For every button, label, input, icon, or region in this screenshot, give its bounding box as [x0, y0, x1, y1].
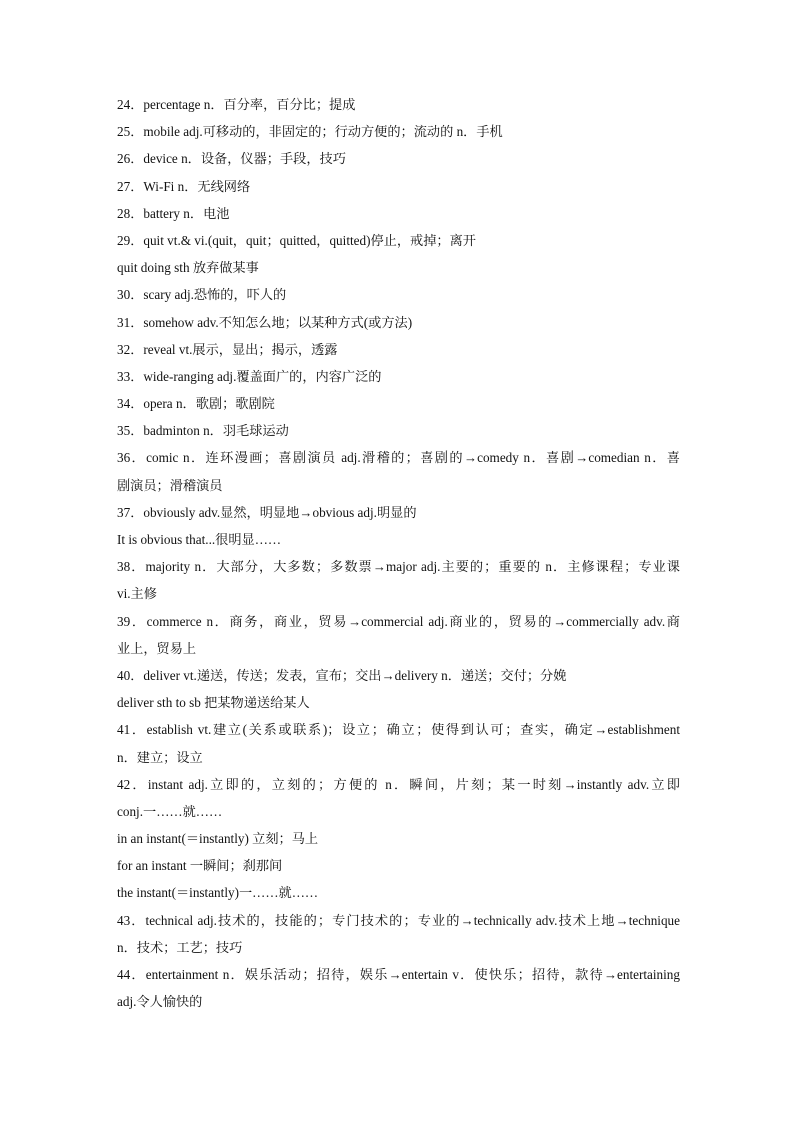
line-text: 24．percentage n．百分率，百分比；提成 [117, 97, 356, 112]
entry-40 [117, 666, 680, 693]
line-text: 39．commerce n．商务，商业，贸易→commercial adj.商业的，贸易的→commercially adv.商 [117, 613, 680, 629]
entry-35 [117, 421, 680, 448]
line-text: 40．deliver vt.递送，传送；发表，宣布；交出→delivery n．递送；交付；分娩 [117, 667, 567, 683]
entry-33 [117, 367, 680, 394]
line-text: in an instant(＝instantly) 立刻；马上 [117, 831, 319, 847]
entry-38-cont [117, 584, 680, 611]
entry-28 [117, 204, 680, 231]
entry-44 [117, 965, 680, 992]
line-text: 44．entertainment n．娱乐活动；招待，娱乐→entertain v．使快乐；招待，款待→entertaining [117, 967, 680, 982]
line-text: 42．instant adj.立即的，立刻的；方便的 n．瞬间，片刻；某一时刻→instantly adv.立即 [117, 776, 680, 792]
line-text: 33．wide-ranging adj.覆盖面广的，内容广泛的 [117, 368, 382, 384]
entry-41 [117, 720, 680, 747]
line-text: 31．somehow adv.不知怎么地；以某种方式(或方法) [117, 314, 413, 330]
entry-36-cont [117, 476, 680, 503]
entry-42-phrase-3 [117, 883, 680, 910]
line-text: 剧演员；滑稽演员 [117, 477, 223, 493]
line-text: 37．obviously adv.显然，明显地→obvious adj.明显的 [117, 504, 417, 520]
entry-43 [117, 911, 680, 938]
line-text: n．技术；工艺；技巧 [117, 939, 243, 955]
entry-37-phrase [117, 530, 680, 557]
entry-32 [117, 340, 680, 367]
line-text: quit doing sth 放弃做某事 [117, 260, 259, 276]
line-text: adj.令人愉快的 [117, 994, 203, 1010]
entry-41-cont [117, 748, 680, 775]
vocabulary-list [117, 95, 680, 1019]
line-text: 34．opera n．歌剧；歌剧院 [117, 396, 275, 412]
line-text: 28．battery n．电池 [117, 205, 230, 221]
entry-44-cont [117, 992, 680, 1019]
entry-26 [117, 149, 680, 176]
line-text: conj.一……就…… [117, 803, 223, 819]
line-text: 26．device n．设备，仪器；手段，技巧 [117, 151, 346, 167]
line-text: 30．scary adj.恐怖的，吓人的 [117, 287, 287, 303]
line-text: for an instant 一瞬间；刹那间 [117, 858, 283, 874]
entry-30 [117, 285, 680, 312]
line-text: n．建立；设立 [117, 749, 203, 765]
entry-42-phrase-2 [117, 856, 680, 883]
entry-38 [117, 557, 680, 584]
entry-42 [117, 775, 680, 802]
line-text: 32．reveal vt.展示，显出；揭示，透露 [117, 341, 338, 357]
line-text: 35．badminton n．羽毛球运动 [117, 423, 289, 439]
entry-36 [117, 448, 680, 475]
entry-40-phrase [117, 693, 680, 720]
line-text: deliver sth to sb 把某物递送给某人 [117, 695, 310, 711]
entry-29-phrase [117, 258, 680, 285]
entry-43-cont [117, 938, 680, 965]
line-text: It is obvious that...很明显…… [117, 532, 282, 547]
entry-31 [117, 313, 680, 340]
entry-39-cont [117, 639, 680, 666]
line-text: 27．Wi-Fi n．无线网络 [117, 178, 251, 194]
line-text: vi.主修 [117, 586, 157, 602]
entry-34 [117, 394, 680, 421]
line-text: 36．comic n．连环漫画；喜剧演员 adj.滑稽的；喜剧的→comedy n．喜剧→comedian n．喜 [117, 450, 680, 466]
line-text: 38．majority n．大部分，大多数；多数票→major adj.主要的；重要的 n．主修课程；专业课 [117, 559, 680, 575]
entry-25 [117, 122, 680, 149]
entry-24 [117, 95, 680, 122]
line-text: 29．quit vt.& vi.(quit，quit；quitted，quitted)停止，戒掉；离开 [117, 232, 476, 248]
entry-37 [117, 503, 680, 530]
entry-27 [117, 177, 680, 204]
line-text: 41．establish vt.建立(关系或联系)；设立；确立；使得到认可；查实，确定→establishment [117, 722, 680, 738]
entry-42-phrase-1 [117, 829, 680, 856]
line-text: 43．technical adj.技术的，技能的；专门技术的；专业的→technically adv.技术上地→technique [117, 912, 680, 928]
entry-29 [117, 231, 680, 258]
entry-39 [117, 612, 680, 639]
line-text: 25．mobile adj.可移动的，非固定的；行动方便的；流动的 n．手机 [117, 124, 503, 140]
line-text: 业上，贸易上 [117, 640, 197, 656]
line-text: the instant(＝instantly)一……就…… [117, 885, 319, 901]
entry-42-cont [117, 802, 680, 829]
